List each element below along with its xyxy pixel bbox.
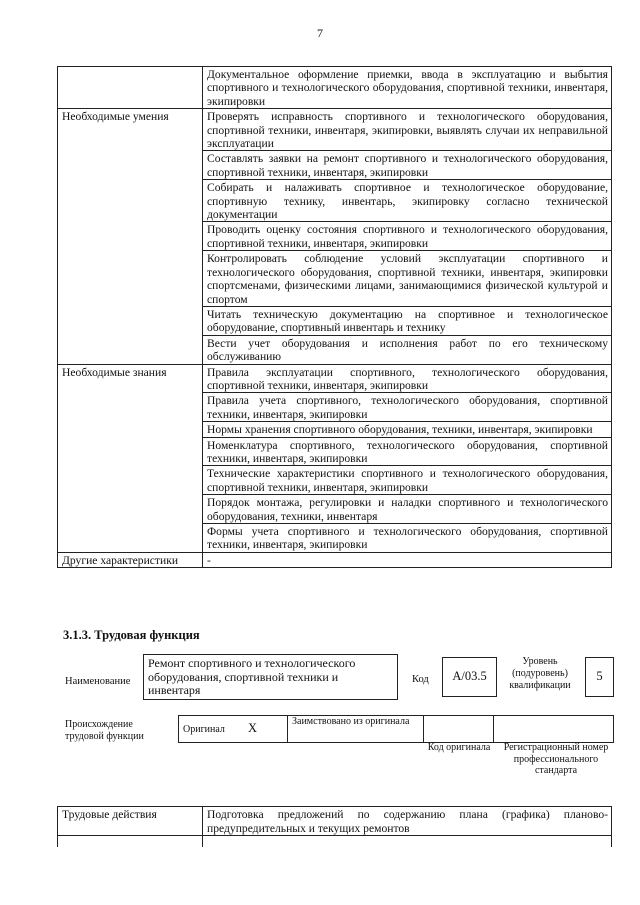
table-row [58, 67, 612, 109]
row-label: Другие характеристики [58, 552, 203, 567]
code-original-label: Код оригинала [427, 742, 491, 753]
code-value: А/03.5 [452, 669, 487, 683]
table-row [58, 109, 612, 151]
original-mark: X [248, 721, 258, 735]
row-item: Номенклатура спортивного, технологического оборудования, спортивной техники, инвентаря, экипировки [203, 437, 612, 466]
actions-label: Трудовые действия [58, 807, 203, 836]
borrowed-label: Заимствовано из оригинала [292, 716, 410, 727]
name-box [143, 654, 398, 700]
page-number: 7 [317, 26, 323, 40]
row-label: Необходимые знания [58, 364, 203, 552]
function-name: Ремонт спортивного и технологического оборудования, спортивной техники и инвентаря [148, 656, 356, 697]
row-item: Нормы хранения спортивного оборудования, техники, инвентаря, экипировки [203, 422, 612, 437]
row-item: Правила учета спортивного, технологического оборудования, спортивной техники, инвентаря, экипировки [203, 393, 612, 422]
competence-table-wrap [57, 66, 612, 568]
origin-label: Происхождение трудовой функции [65, 719, 144, 742]
name-label: Наименование [65, 676, 131, 687]
actions-wrap [57, 806, 612, 847]
original-label: Оригинал [183, 724, 225, 735]
divider [423, 715, 424, 743]
row-item: Читать техническую документацию на спортивное и технологическое оборудование, спортивный инвентарь и технику [203, 306, 612, 335]
table-row [58, 364, 612, 393]
row-item: Проводить оценку состояния спортивного и технологического оборудования, спортивной техники, инвентаря, экипировки [203, 222, 612, 251]
row-label: Необходимые умения [58, 109, 203, 364]
section-title: 3.1.3. Трудовая функция [63, 628, 200, 642]
divider [287, 715, 288, 743]
row-item: - [203, 552, 612, 567]
level-box [585, 657, 614, 697]
row-item: Собирать и налаживать спортивное и технологическое оборудование, спортивную технику, инвентарь, экипировку согласно технической документации [203, 180, 612, 222]
row-item: Технические характеристики спортивного и технологического оборудования, спортивной техники, инвентаря, экипировки [203, 466, 612, 495]
level-label: Уровень (подуровень) квалификации [509, 656, 571, 691]
row-item: Формы учета спортивного и технологического оборудования, спортивной техники, инвентаря, экипировки [203, 524, 612, 553]
empty-cell [203, 836, 612, 848]
row-item: Порядок монтажа, регулировки и наладки спортивного и технологического оборудования, техники, инвентаря [203, 495, 612, 524]
actions-table [57, 806, 612, 847]
level-value: 5 [596, 669, 603, 683]
actions-value: Подготовка предложений по содержанию плана (графика) планово-предупредительных и текущих ремонтов [203, 807, 612, 836]
code-box [442, 657, 497, 697]
row-item: Документальное оформление приемки, ввода в эксплуатацию и выбытия спортивного и технологического оборудования, спортивной техники, инвентаря, экипировки [203, 67, 612, 109]
reg-number-label: Регистрационный номер профессионального стандарта [503, 742, 609, 776]
row-item: Вести учет оборудования и исполнения работ по его техническому обслуживанию [203, 335, 612, 364]
empty-cell [58, 836, 203, 848]
code-label: Код [412, 674, 429, 685]
row-item: Составлять заявки на ремонт спортивного и технологического оборудования, спортивной техники, инвентаря, экипировки [203, 151, 612, 180]
actions-row [58, 807, 612, 836]
table-row [58, 552, 612, 567]
actions-row-empty [58, 836, 612, 848]
row-item: Правила эксплуатации спортивного, технологического оборудования, спортивной техники, инвентаря, экипировки [203, 364, 612, 393]
row-item: Проверять исправность спортивного и технологического оборудования, спортивной техники, инвентаря, экипировки, выявлять случаи их неправильной эксплуатации [203, 109, 612, 151]
competence-table [57, 66, 612, 568]
divider [493, 715, 494, 743]
row-label [58, 67, 203, 109]
row-item: Контролировать соблюдение условий эксплуатации спортивного и технологического оборудования, спортивной техники, инвентаря, экипировки спортсменами, физическими лицами, занимающимися физической культурой и спортом [203, 251, 612, 307]
